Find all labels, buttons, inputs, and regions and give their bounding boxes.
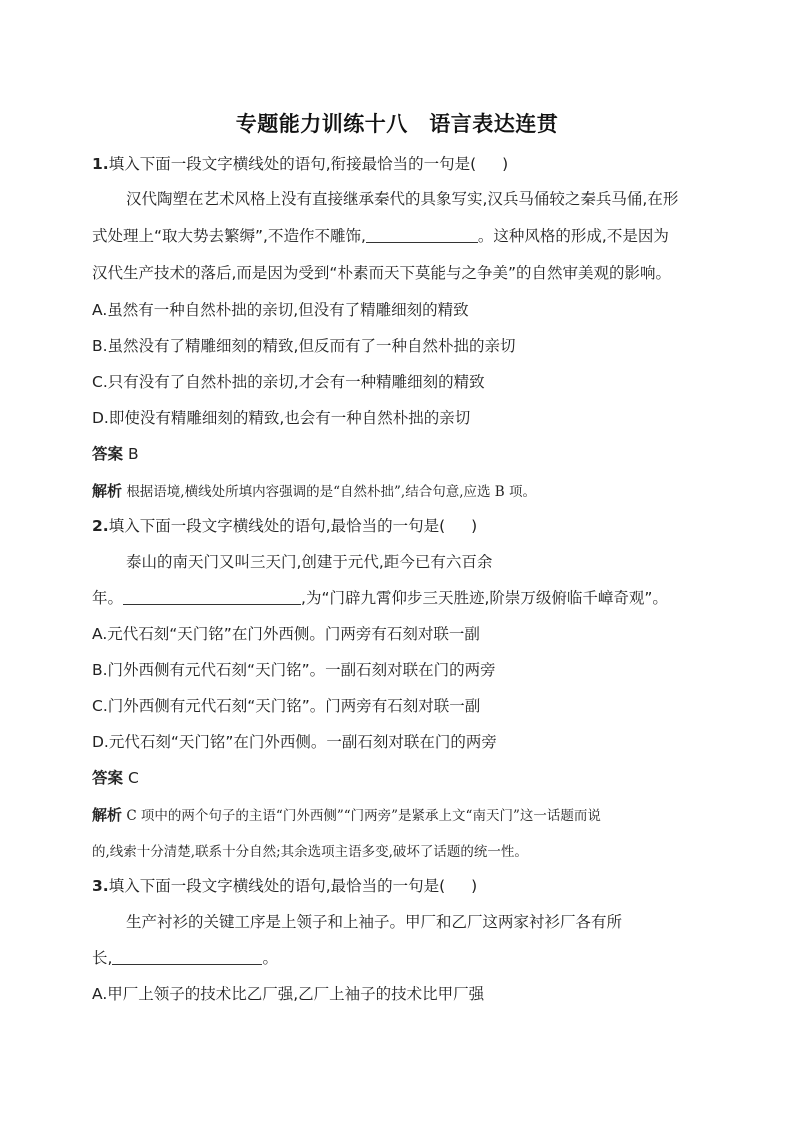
option-a: A.甲厂上领子的技术比乙厂强,乙厂上袖子的技术比甲厂强 — [92, 985, 485, 1003]
answer-value: B — [127, 445, 139, 463]
answer-value: C — [127, 769, 139, 787]
answer-blank — [366, 228, 478, 243]
option-d: D.即使没有精雕细刻的精致,也会有一种自然朴拙的亲切 — [92, 409, 471, 427]
answer-line — [92, 766, 139, 788]
question-2-stem: 2.填入下面一段文字横线处的语句,最恰当的一句是( ) — [92, 517, 478, 535]
question-3-passage-line: 长, 。 — [92, 949, 278, 967]
explanation-label: 解析 — [92, 482, 123, 500]
question-3-passage-line: 生产衬衫的关键工序是上领子和上袖子。甲厂和乙厂这两家衬衫厂各有所 — [126, 913, 623, 931]
question-1-stem: 1.填入下面一段文字横线处的语句,衔接最恰当的一句是( ) — [92, 155, 509, 173]
answer-line — [92, 442, 139, 464]
answer-label: 答案 — [92, 769, 124, 787]
option-d: D.元代石刻“天门铭”在门外西侧。一副石刻对联在门的两旁 — [92, 733, 497, 751]
explanation-label: 解析 — [92, 806, 123, 824]
question-2-passage-line: 泰山的南天门又叫三天门,创建于元代,距今已有六百余 — [126, 553, 493, 571]
answer-blank — [112, 950, 262, 965]
explanation-line: 的,线索十分清楚,联系十分自然;其余选项主语多变,破坏了话题的统一性。 — [92, 844, 528, 860]
question-number: 3. — [92, 877, 109, 895]
question-number: 2. — [92, 517, 109, 535]
option-c: C.门外西侧有元代石刻“天门铭”。门两旁有石刻对联一副 — [92, 697, 481, 715]
explanation-line: 解析 C 项中的两个句子的主语“门外西侧”“门两旁”是紧承上文“南天门”这一话题而说 — [92, 806, 601, 824]
answer-blank — [123, 590, 301, 605]
option-b: B.虽然没有了精雕细刻的精致,但反而有了一种自然朴拙的亲切 — [92, 337, 516, 355]
page-title: 专题能力训练十八 语言表达连贯 — [235, 112, 559, 136]
question-1-passage-line: 汉代陶塑在艺术风格上没有直接继承秦代的具象写实,汉兵马俑较之秦兵马俑,在形 — [126, 190, 679, 208]
question-1-passage-line: 汉代生产技术的落后,而是因为受到“朴素而天下莫能与之争美”的自然审美观的影响。 — [92, 264, 671, 282]
option-a: A.元代石刻“天门铭”在门外西侧。门两旁有石刻对联一副 — [92, 625, 480, 643]
question-1-passage-line: 式处理上“取大势去繁缛”,不造作不雕饰, 。这种风格的形成,不是因为 — [92, 227, 669, 245]
answer-label: 答案 — [92, 445, 124, 463]
explanation-line: 解析 根据语境,横线处所填内容强调的是“自然朴拙”,结合句意,应选 B 项。 — [92, 482, 536, 500]
question-3-stem: 3.填入下面一段文字横线处的语句,最恰当的一句是( ) — [92, 877, 478, 895]
option-b: B.门外西侧有元代石刻“天门铭”。一副石刻对联在门的两旁 — [92, 661, 496, 679]
option-a: A.虽然有一种自然朴拙的亲切,但没有了精雕细刻的精致 — [92, 301, 469, 319]
question-number: 1. — [92, 155, 109, 173]
option-c: C.只有没有了自然朴拙的亲切,才会有一种精雕细刻的精致 — [92, 373, 485, 391]
question-2-passage-line: 年。 ,为“门辟九霄仰步三天胜迹,阶崇万级俯临千嶂奇观”。 — [92, 589, 668, 607]
